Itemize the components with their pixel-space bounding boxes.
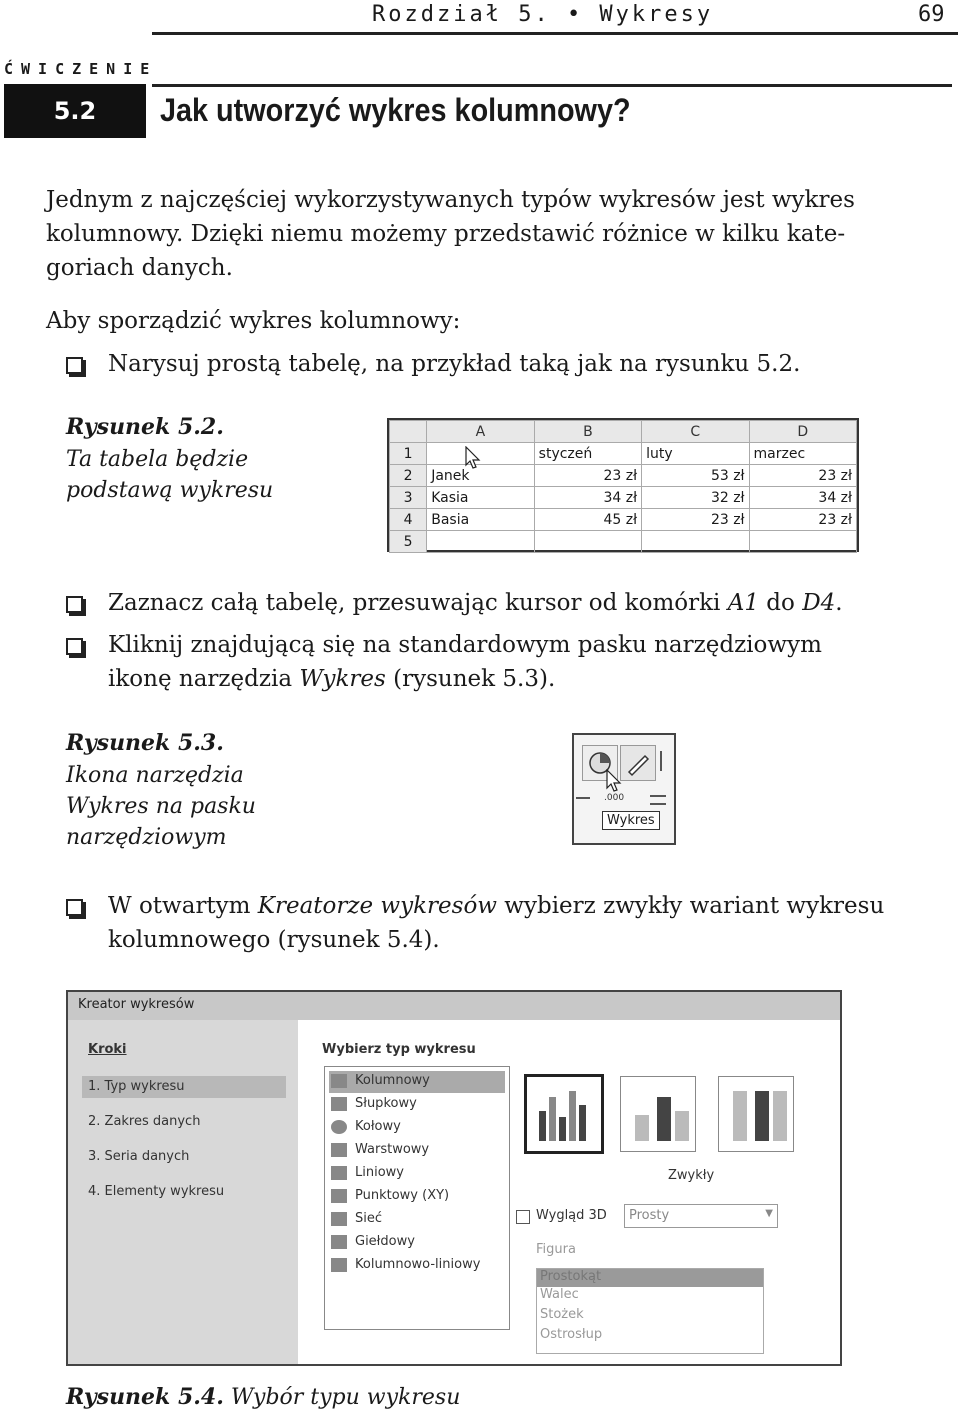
list-item[interactable]: Ostrosłup — [540, 1327, 603, 1342]
column-header: A — [427, 421, 534, 443]
variant-bar — [657, 1097, 671, 1141]
caption-line: Wykres na pasku — [66, 794, 256, 819]
checkbox-3d[interactable] — [516, 1210, 530, 1224]
variant-bar — [773, 1091, 787, 1141]
cell: 53 zł — [642, 465, 749, 487]
checkbox-bullet-icon — [66, 638, 83, 655]
corner-cell — [390, 421, 427, 443]
bullet-text: Kliknij znajdującą się na standardowym pasku narzędziowym ikonę narzędzia Wykres (rysunek 5.3). — [108, 632, 822, 692]
scatter-chart-icon — [331, 1189, 347, 1203]
cell: Basia — [427, 509, 534, 531]
figure-caption-text — [66, 760, 256, 853]
column-chart-icon — [331, 1074, 347, 1088]
cell: 23 zł — [534, 465, 641, 487]
figure-caption — [66, 1384, 460, 1410]
checkbox-3d-label: Wygląd 3D — [536, 1208, 607, 1223]
intro-lead: Aby sporządzić wykres kolumnowy: — [46, 308, 461, 334]
list-item-gieldowy[interactable]: Giełdowy — [329, 1232, 505, 1254]
variant-bar — [733, 1091, 747, 1141]
bullet-item — [68, 628, 948, 696]
step-item-type[interactable]: 1. Typ wykresu — [88, 1079, 185, 1094]
variant-bar — [569, 1091, 576, 1141]
list-item-siec[interactable]: Sieć — [329, 1209, 505, 1231]
cell — [642, 531, 749, 553]
cell: Janek — [427, 465, 534, 487]
intro-line: kolumnowy. Dzięki niemu możemy przedstawić różnice w kilku kate- — [46, 221, 846, 247]
type-panel — [304, 1020, 840, 1364]
window-title: Kreator wykresów — [78, 997, 195, 1012]
intro-line: goriach danych. — [46, 255, 233, 281]
bullet-item — [68, 889, 948, 957]
cell: 34 zł — [534, 487, 641, 509]
caption-line: Ta tabela będzie — [66, 447, 249, 472]
variant-bar — [579, 1105, 586, 1141]
list-item-kolowy[interactable]: Kołowy — [329, 1117, 505, 1139]
pie-chart-icon — [331, 1120, 347, 1134]
tooltip: Wykres — [602, 811, 660, 830]
cell — [749, 531, 856, 553]
caption-line: narzędziowym — [66, 825, 227, 850]
list-item-kolumnowo-liniowy[interactable]: Kolumnowo-liniowy — [329, 1255, 505, 1277]
stock-chart-icon — [331, 1235, 347, 1249]
spreadsheet-table — [389, 420, 857, 553]
list-item[interactable]: Walec — [540, 1287, 579, 1302]
shape-dropdown[interactable]: Prosty ▼ — [624, 1204, 778, 1228]
chart-wizard-window — [66, 990, 842, 1366]
figure-label: Figura — [536, 1242, 576, 1257]
step-item-series[interactable]: 3. Seria danych — [88, 1149, 190, 1164]
variant-bar — [675, 1111, 689, 1141]
variant-bar — [539, 1111, 546, 1141]
steps-panel — [68, 1020, 298, 1364]
checkbox-bullet-icon — [66, 357, 83, 374]
exercise-number: 5.2 — [4, 84, 146, 138]
column-header: B — [534, 421, 641, 443]
list-item-liniowy[interactable]: Liniowy — [329, 1163, 505, 1185]
list-item-punktowy[interactable]: Punktowy (XY) — [329, 1186, 505, 1208]
exercise-title: Jak utworzyć wykres kolumnowy? — [160, 92, 631, 128]
column-line-chart-icon — [331, 1258, 347, 1272]
bullet-item — [68, 347, 948, 381]
type-heading: Wybierz typ wykresu — [322, 1042, 476, 1057]
variant-bar — [549, 1097, 556, 1141]
mouse-cursor-icon — [465, 446, 481, 470]
column-header: C — [642, 421, 749, 443]
step-item-range[interactable]: 2. Zakres danych — [88, 1114, 201, 1129]
area-chart-icon — [331, 1143, 347, 1157]
toolbar-figure — [572, 733, 676, 845]
figure-list[interactable] — [536, 1268, 764, 1354]
cell — [534, 531, 641, 553]
cell: 34 zł — [749, 487, 856, 509]
cell: 23 zł — [749, 465, 856, 487]
variant-normal[interactable] — [524, 1074, 604, 1154]
indent-icon — [650, 795, 666, 805]
list-item-kolumnowy[interactable]: Kolumnowy — [329, 1071, 505, 1093]
variant-bar — [559, 1117, 566, 1141]
cell — [427, 531, 534, 553]
line-chart-icon — [331, 1166, 347, 1180]
row-number: 4 — [390, 509, 427, 531]
bar-chart-icon — [331, 1097, 347, 1111]
row-number: 1 — [390, 443, 427, 465]
net-chart-icon — [331, 1212, 347, 1226]
list-item[interactable]: Prostokąt — [537, 1269, 763, 1287]
checkbox-bullet-icon — [66, 899, 83, 916]
cell: 32 zł — [642, 487, 749, 509]
page-number: 69 — [918, 2, 945, 27]
pencil-icon — [621, 746, 655, 780]
toolbar-separator — [660, 751, 670, 771]
variant-bar — [755, 1091, 769, 1141]
steps-heading: Kroki — [88, 1042, 127, 1057]
mouse-cursor-icon — [606, 769, 622, 793]
list-item-slupkowy[interactable]: Słupkowy — [329, 1094, 505, 1116]
cell: 23 zł — [642, 509, 749, 531]
cell: Kasia — [427, 487, 534, 509]
bullet-text: Zaznacz całą tabelę, przesuwając kursor od komórki A1 do D4. — [108, 590, 843, 616]
figure-caption-number: Rysunek 5.2. — [66, 414, 224, 440]
toolbar-icon-fragment — [576, 797, 590, 805]
cell: luty — [642, 443, 749, 465]
figure-caption-text: Wybór typu wykresu — [230, 1385, 461, 1410]
header-rule — [152, 32, 958, 35]
intro-line: Jednym z najczęściej wykorzystywanych typów wykresów jest wykres — [46, 187, 855, 213]
cell: styczeń — [534, 443, 641, 465]
bullet-item — [68, 586, 948, 620]
list-item-warstwowy[interactable]: Warstwowy — [329, 1140, 505, 1162]
variant-bar — [635, 1115, 649, 1141]
cell: 45 zł — [534, 509, 641, 531]
bullet-text: W otwartym Kreatorze wykresów wybierz zwykły wariant wykresu kolumnowego (rysunek 5.4). — [108, 893, 885, 953]
exercise-label: ĆWICZENIE — [4, 60, 158, 78]
row-number: 2 — [390, 465, 427, 487]
caption-line: Ikona narzędzia — [66, 763, 244, 788]
list-item[interactable]: Stożek — [540, 1307, 584, 1322]
draw-button[interactable] — [620, 745, 656, 781]
variant-stacked[interactable] — [620, 1076, 696, 1152]
spreadsheet-figure — [387, 418, 859, 552]
figure-caption-number: Rysunek 5.4. — [66, 1384, 224, 1410]
chart-type-list[interactable] — [324, 1066, 510, 1330]
running-header: Rozdział 5. • Wykresy — [372, 2, 714, 27]
chevron-down-icon: ▼ — [765, 1208, 773, 1219]
variant-label: Zwykły — [668, 1168, 715, 1183]
bullet-text: Narysuj prostą tabelę, na przykład taką jak na rysunku 5.2. — [108, 351, 801, 377]
row-number: 5 — [390, 531, 427, 553]
cell: marzec — [749, 443, 856, 465]
figure-caption-number: Rysunek 5.3. — [66, 730, 224, 756]
variant-percent[interactable] — [718, 1076, 794, 1152]
step-item-elements[interactable]: 4. Elementy wykresu — [88, 1184, 225, 1199]
column-header: D — [749, 421, 856, 443]
intro-paragraph — [46, 183, 956, 285]
checkbox-bullet-icon — [66, 596, 83, 613]
figure-caption-text — [66, 444, 273, 506]
caption-line: podstawą wykresu — [66, 478, 274, 503]
cell: 23 zł — [749, 509, 856, 531]
decimal-format-label: .000 — [604, 793, 625, 803]
window-titlebar — [68, 992, 840, 1020]
row-number: 3 — [390, 487, 427, 509]
exercise-rule — [152, 84, 952, 87]
